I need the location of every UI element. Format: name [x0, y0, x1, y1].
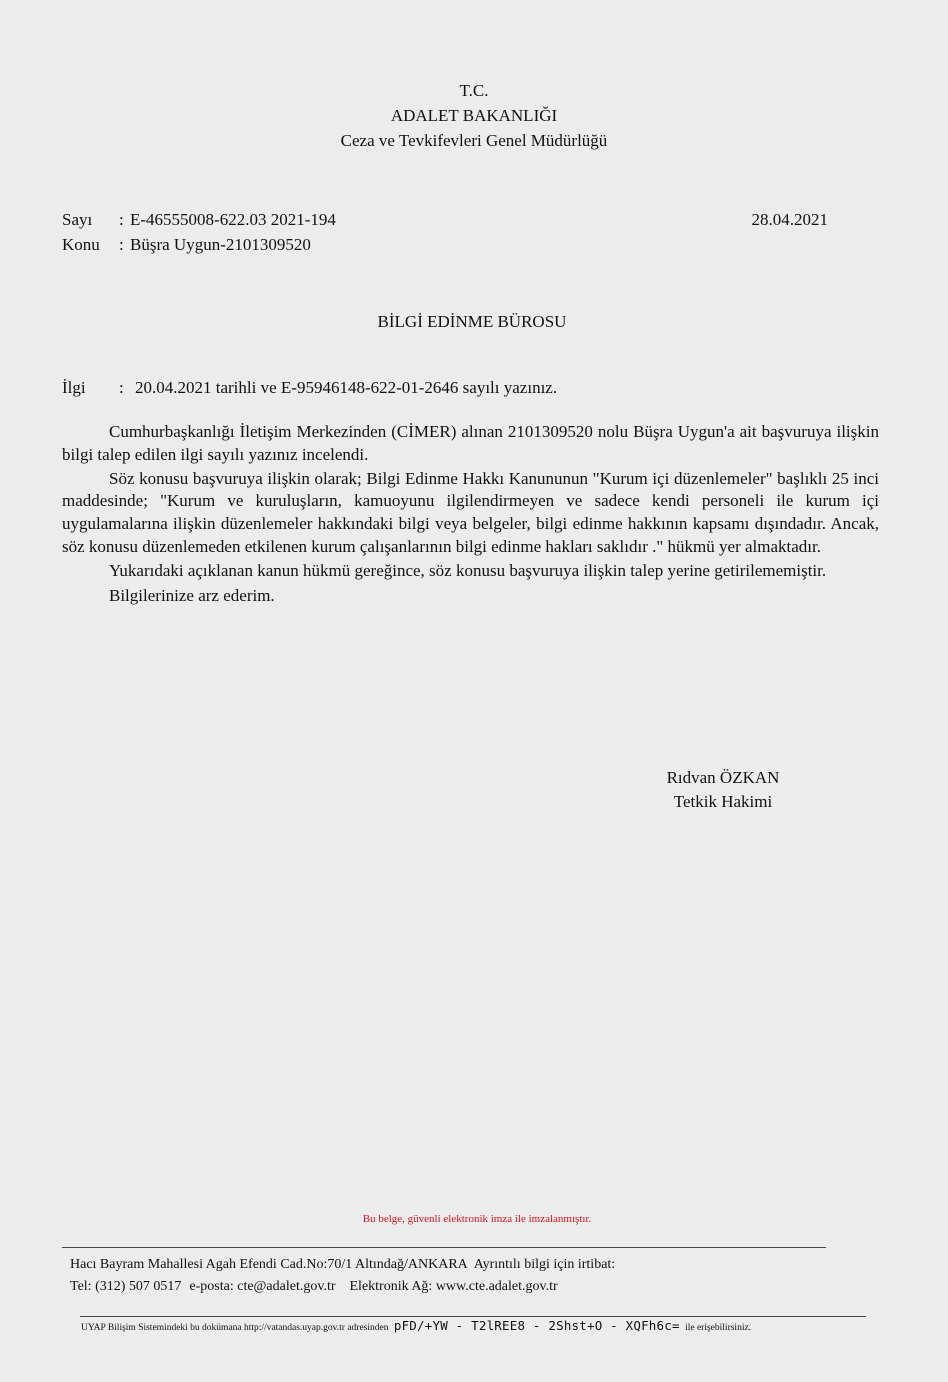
- signer-name: Rıdvan ÖZKAN: [666, 768, 780, 787]
- recipient-office: BİLGİ EDİNME BÜROSU: [377, 312, 567, 331]
- konu-value: Büşra Uygun-2101309520: [130, 235, 311, 254]
- closing-line: Bilgilerinize arz ederim.: [109, 585, 275, 605]
- footer-phone: Tel: (312) 507 0517: [70, 1279, 182, 1294]
- sayi-value: E-46555008-622.03 2021-194: [130, 210, 336, 229]
- sayi-colon: :: [119, 210, 124, 229]
- uyap-prefix: UYAP Bilişim Sistemindeki bu dokümana http://vatandas.uyap.gov.tr adresinden: [81, 1323, 389, 1333]
- body-paragraph-2: Söz konusu başvuruya ilişkin olarak; Bilgi Edinme Hakkı Kanununun "Kurum içi düzenlemeler" başlıklı 25 inci maddesinde; "Kurum ve kuruluşların, kamuoyunu ilgilendirmeyen ve sadece kendi personeli ile kurum içi uygulamalarına ilişkin düzenlemeler hakkındaki bilgi veya belgeler, bilgi edinme hakkının kapsamı dışındadır. Ancak, söz konusu düzenlemeden etkilenen kurum çalışanlarının bilgi edinme hakları saklıdır ." hükmü yer almaktadır.: [62, 468, 879, 556]
- footer-address-row: [70, 1254, 850, 1276]
- signer-title: Tetkik Hakimi: [673, 792, 773, 811]
- konu-colon: :: [119, 235, 124, 254]
- uyap-divider: [80, 1316, 866, 1317]
- ilgi-label: İlgi: [62, 378, 86, 397]
- uyap-code: pFD/+YW - T2lREE8 - 2Shst+O - XQFh6c=: [393, 1318, 680, 1333]
- country-label: T.C.: [459, 81, 489, 100]
- uyap-suffix: ile erişebilirsiniz.: [685, 1323, 752, 1333]
- body-paragraph-3: Yukarıdaki açıklanan kanun hükmü gereğince, söz konusu başvuruya ilişkin talep yerine getirilememiştir.: [109, 560, 827, 580]
- ministry-name: ADALET BAKANLIĞI: [390, 106, 558, 125]
- sayi-row: [62, 207, 828, 232]
- document-meta: [62, 207, 828, 257]
- footer-divider: [62, 1247, 826, 1248]
- letter-body: [62, 421, 879, 608]
- footer-contact: [70, 1254, 850, 1298]
- ilgi-value: 20.04.2021 tarihli ve E-95946148-622-01-2646 sayılı yazınız.: [135, 378, 558, 397]
- esign-notice: Bu belge, güvenli elektronik imza ile imzalanmıştır.: [362, 1213, 592, 1225]
- konu-label: Konu: [62, 235, 100, 254]
- directorate-name: Ceza ve Tevkifevleri Genel Müdürlüğü: [340, 131, 608, 150]
- sayi-label: Sayı: [62, 210, 93, 229]
- footer-contact-row: [70, 1276, 850, 1298]
- footer-address: Hacı Bayram Mahallesi Agah Efendi Cad.No:70/1 Altındağ/ANKARA: [70, 1257, 468, 1272]
- footer-web[interactable]: Elektronik Ağ: www.cte.adalet.gov.tr: [349, 1279, 558, 1294]
- body-paragraph-1: Cumhurbaşkanlığı İletişim Merkezinden (CİMER) alınan 2101309520 nolu Büşra Uygun'a ait başvuruya ilişkin bilgi talep edilen ilgi sayılı yazınız incelendi.: [62, 422, 879, 464]
- signature-block: [640, 766, 806, 814]
- document-date: 28.04.2021: [751, 210, 828, 229]
- konu-row: [62, 232, 828, 257]
- letterhead: [0, 78, 948, 153]
- footer-contact-label: Ayrıntılı bilgi için irtibat:: [473, 1257, 616, 1272]
- uyap-verification: [81, 1318, 881, 1336]
- ilgi-colon: :: [119, 378, 124, 397]
- footer-email[interactable]: e-posta: cte@adalet.gov.tr: [189, 1279, 336, 1294]
